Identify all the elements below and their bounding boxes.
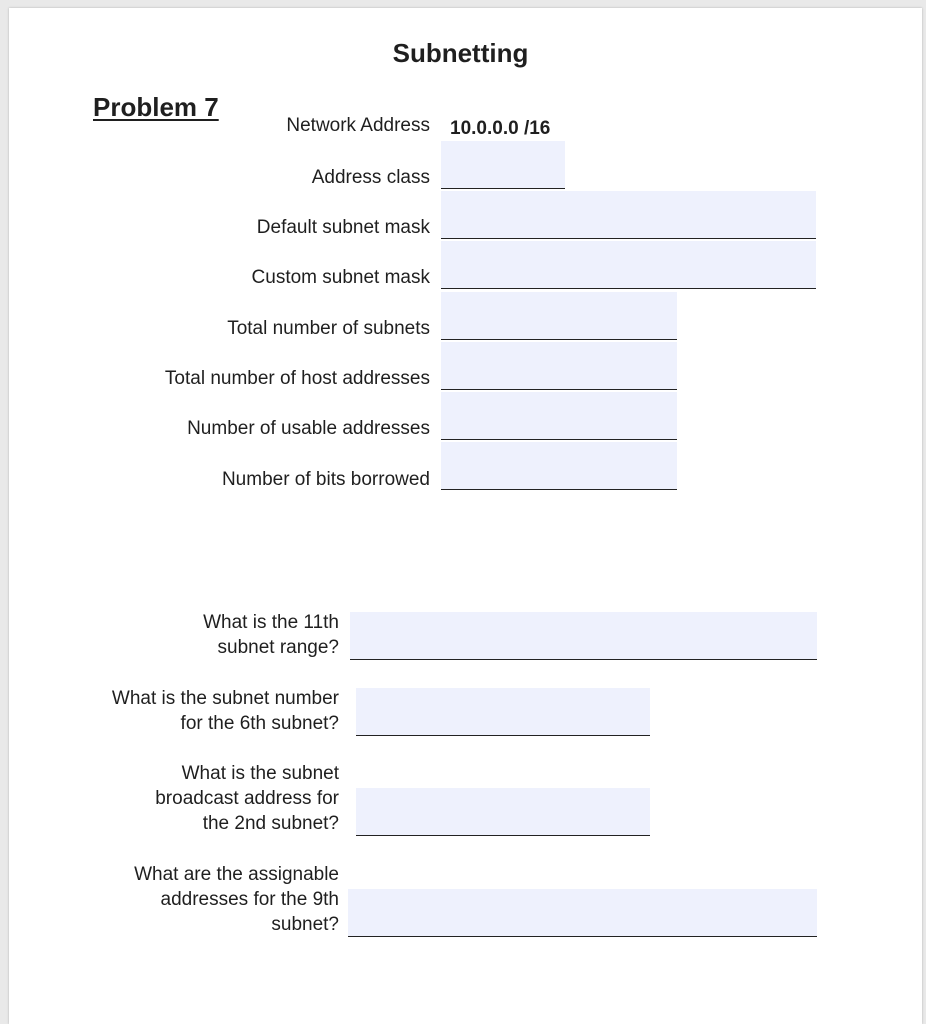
question-6th-subnet-number: What is the subnet number for the 6th subnet?	[111, 688, 339, 734]
answer-9th-subnet-assignable[interactable]	[348, 889, 817, 937]
usable-addresses-field[interactable]	[441, 392, 677, 440]
total-subnets-label: Total number of subnets	[227, 318, 430, 339]
custom-subnet-mask-label: Custom subnet mask	[251, 267, 430, 288]
total-host-addresses-label: Total number of host addresses	[164, 368, 430, 389]
answer-11th-subnet-range[interactable]	[350, 612, 817, 660]
usable-addresses-label: Number of usable addresses	[187, 418, 430, 439]
answer-6th-subnet-number[interactable]	[356, 688, 650, 736]
bits-borrowed-label: Number of bits borrowed	[221, 469, 430, 490]
question-11th-subnet-range: What is the 11th subnet range?	[203, 612, 339, 658]
document-page	[9, 8, 922, 1024]
problem-heading: Problem 7	[93, 92, 219, 122]
address-class-label: Address class	[311, 167, 430, 188]
address-class-field[interactable]	[441, 141, 565, 189]
page-title: Subnetting	[392, 38, 529, 68]
default-subnet-mask-label: Default subnet mask	[256, 217, 430, 238]
custom-subnet-mask-field[interactable]	[441, 241, 816, 289]
network-address-label: Network Address	[286, 115, 430, 136]
total-host-addresses-field[interactable]	[441, 342, 677, 390]
bits-borrowed-field[interactable]	[441, 442, 677, 490]
network-address-value: 10.0.0.0 /16	[450, 118, 551, 139]
question-9th-subnet-assignable: What are the assignable addresses for the 9th subnet?	[134, 864, 339, 935]
default-subnet-mask-field[interactable]	[441, 191, 816, 239]
answer-2nd-subnet-broadcast[interactable]	[356, 788, 650, 836]
question-2nd-subnet-broadcast: What is the subnet broadcast address for the 2nd subnet?	[155, 763, 339, 834]
total-subnets-field[interactable]	[441, 292, 677, 340]
